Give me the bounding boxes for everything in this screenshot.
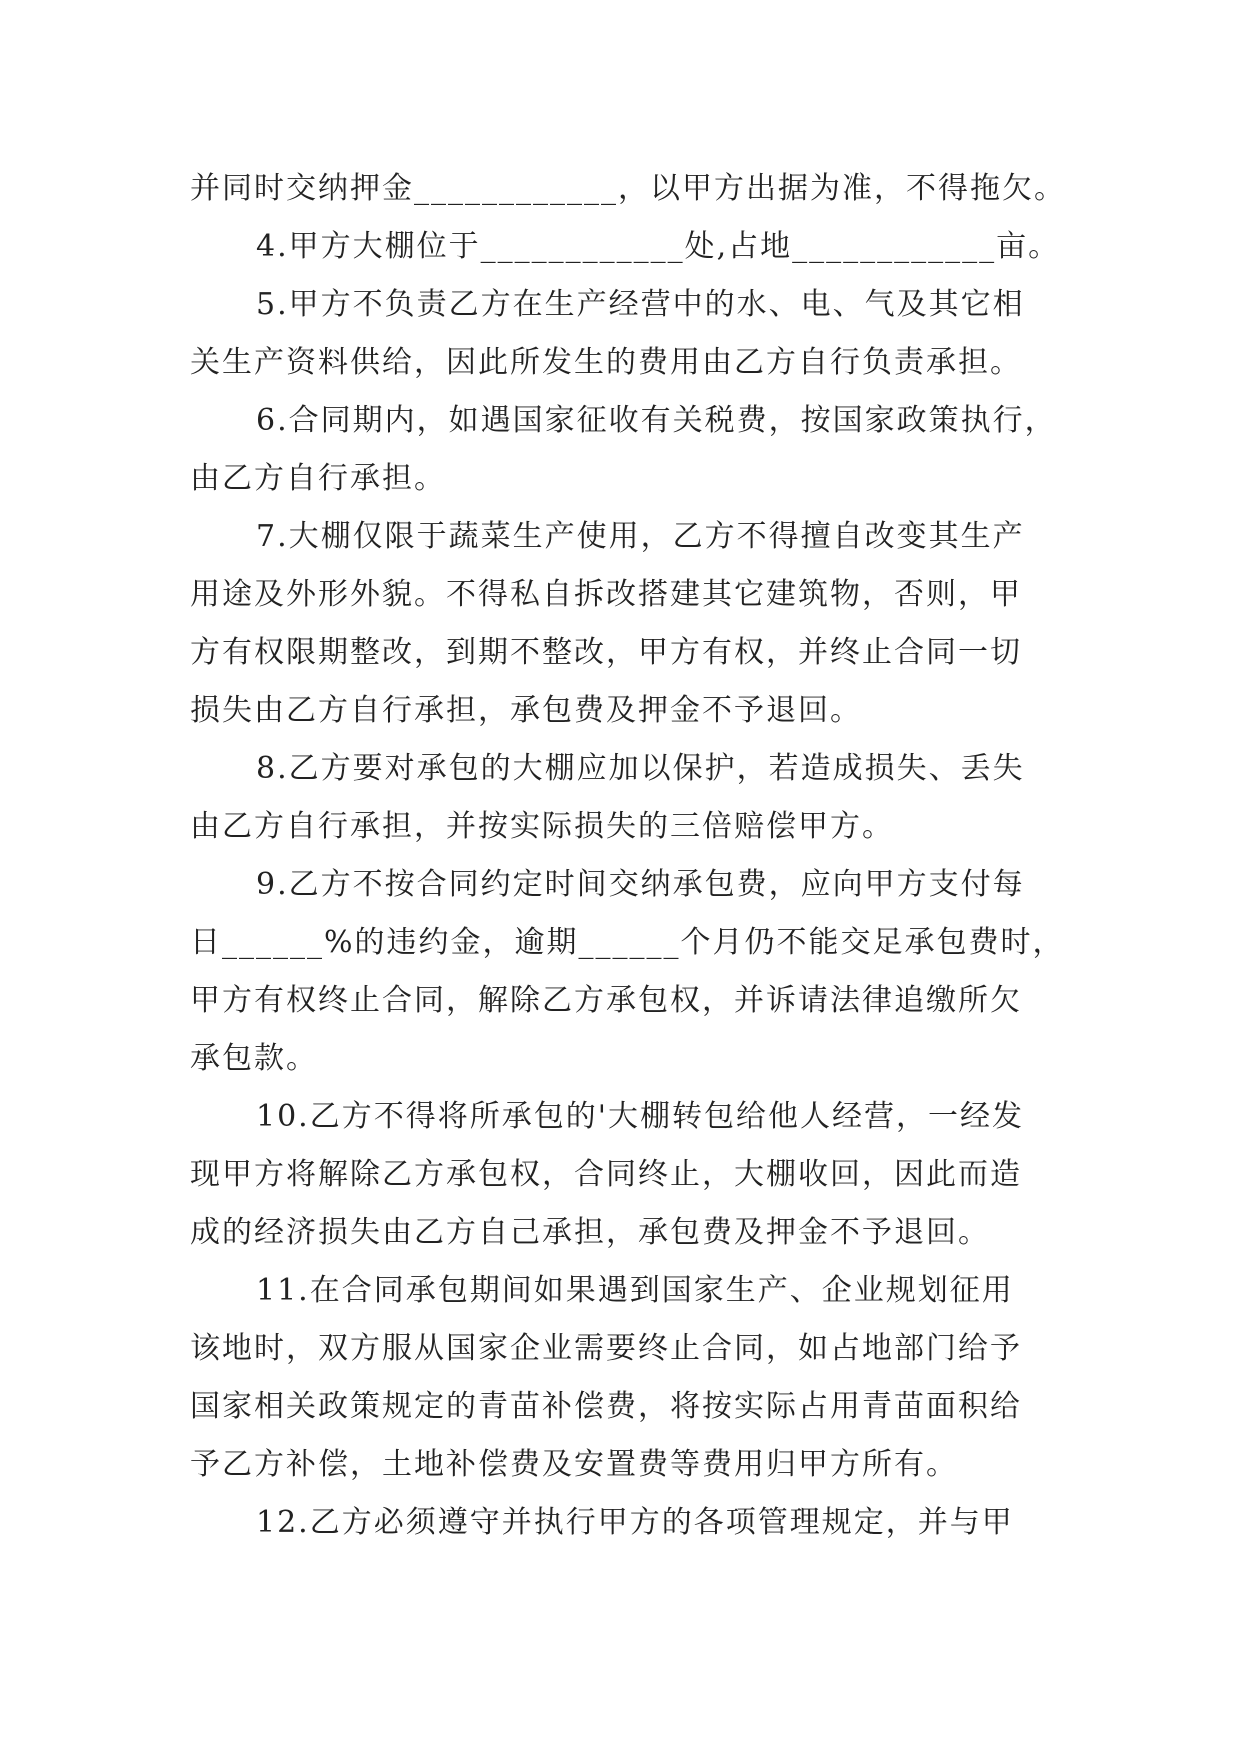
text-line: 成的经济损失由乙方自己承担，承包费及押金不予退回。 bbox=[190, 1215, 990, 1250]
clause-6-line: 6.合同期内，如遇国家征收有关税费，按国家政策执行， bbox=[256, 403, 1057, 438]
text-line: 损失由乙方自行承担，承包费及押金不予退回。 bbox=[190, 693, 862, 728]
text-line: 由乙方自行承担，并按实际损失的三倍赔偿甲方。 bbox=[190, 809, 894, 844]
text-line: 日______%的违约金，逾期______个月仍不能交足承包费时， bbox=[190, 925, 1065, 960]
clause-7-line: 7.大棚仅限于蔬菜生产使用，乙方不得擅自改变其生产 bbox=[256, 519, 1025, 554]
clause-8-line: 8.乙方要对承包的大棚应加以保护，若造成损失、丢失 bbox=[256, 751, 1025, 786]
text-line: 该地时，双方服从国家企业需要终止合同，如占地部门给予 bbox=[190, 1331, 1022, 1366]
text-line: 用途及外形外貌。不得私自拆改搭建其它建筑物，否则，甲 bbox=[190, 577, 1022, 612]
clause-10-line: 10.乙方不得将所承包的'大棚转包给他人经营，一经发 bbox=[256, 1099, 1024, 1134]
clause-9-line: 9.乙方不按合同约定时间交纳承包费，应向甲方支付每 bbox=[256, 867, 1025, 902]
clause-11-line: 11.在合同承包期间如果遇到国家生产、企业规划征用 bbox=[256, 1273, 1014, 1308]
clause-5-line: 5.甲方不负责乙方在生产经营中的水、电、气及其它相 bbox=[256, 287, 1025, 322]
clause-12-line: 12.乙方必须遵守并执行甲方的各项管理规定，并与甲 bbox=[256, 1505, 1014, 1540]
clause-4-line: 4.甲方大棚位于____________处,占地____________亩。 bbox=[256, 229, 1061, 264]
text-line: 甲方有权终止合同，解除乙方承包权，并诉请法律追缴所欠 bbox=[190, 983, 1022, 1018]
text-line: 由乙方自行承担。 bbox=[190, 461, 446, 496]
text-line: 现甲方将解除乙方承包权，合同终止，大棚收回，因此而造 bbox=[190, 1157, 1022, 1192]
text-line: 国家相关政策规定的青苗补偿费，将按实际占用青苗面积给 bbox=[190, 1389, 1022, 1424]
text-line: 方有权限期整改，到期不整改，甲方有权，并终止合同一切 bbox=[190, 635, 1022, 670]
text-line: 关生产资料供给，因此所发生的费用由乙方自行负责承担。 bbox=[190, 345, 1022, 380]
contract-body bbox=[190, 160, 1070, 1552]
text-line: 承包款。 bbox=[190, 1041, 318, 1076]
text-line: 并同时交纳押金____________，以甲方出据为准，不得拖欠。 bbox=[190, 171, 1066, 206]
text-line: 予乙方补偿，土地补偿费及安置费等费用归甲方所有。 bbox=[190, 1447, 958, 1482]
